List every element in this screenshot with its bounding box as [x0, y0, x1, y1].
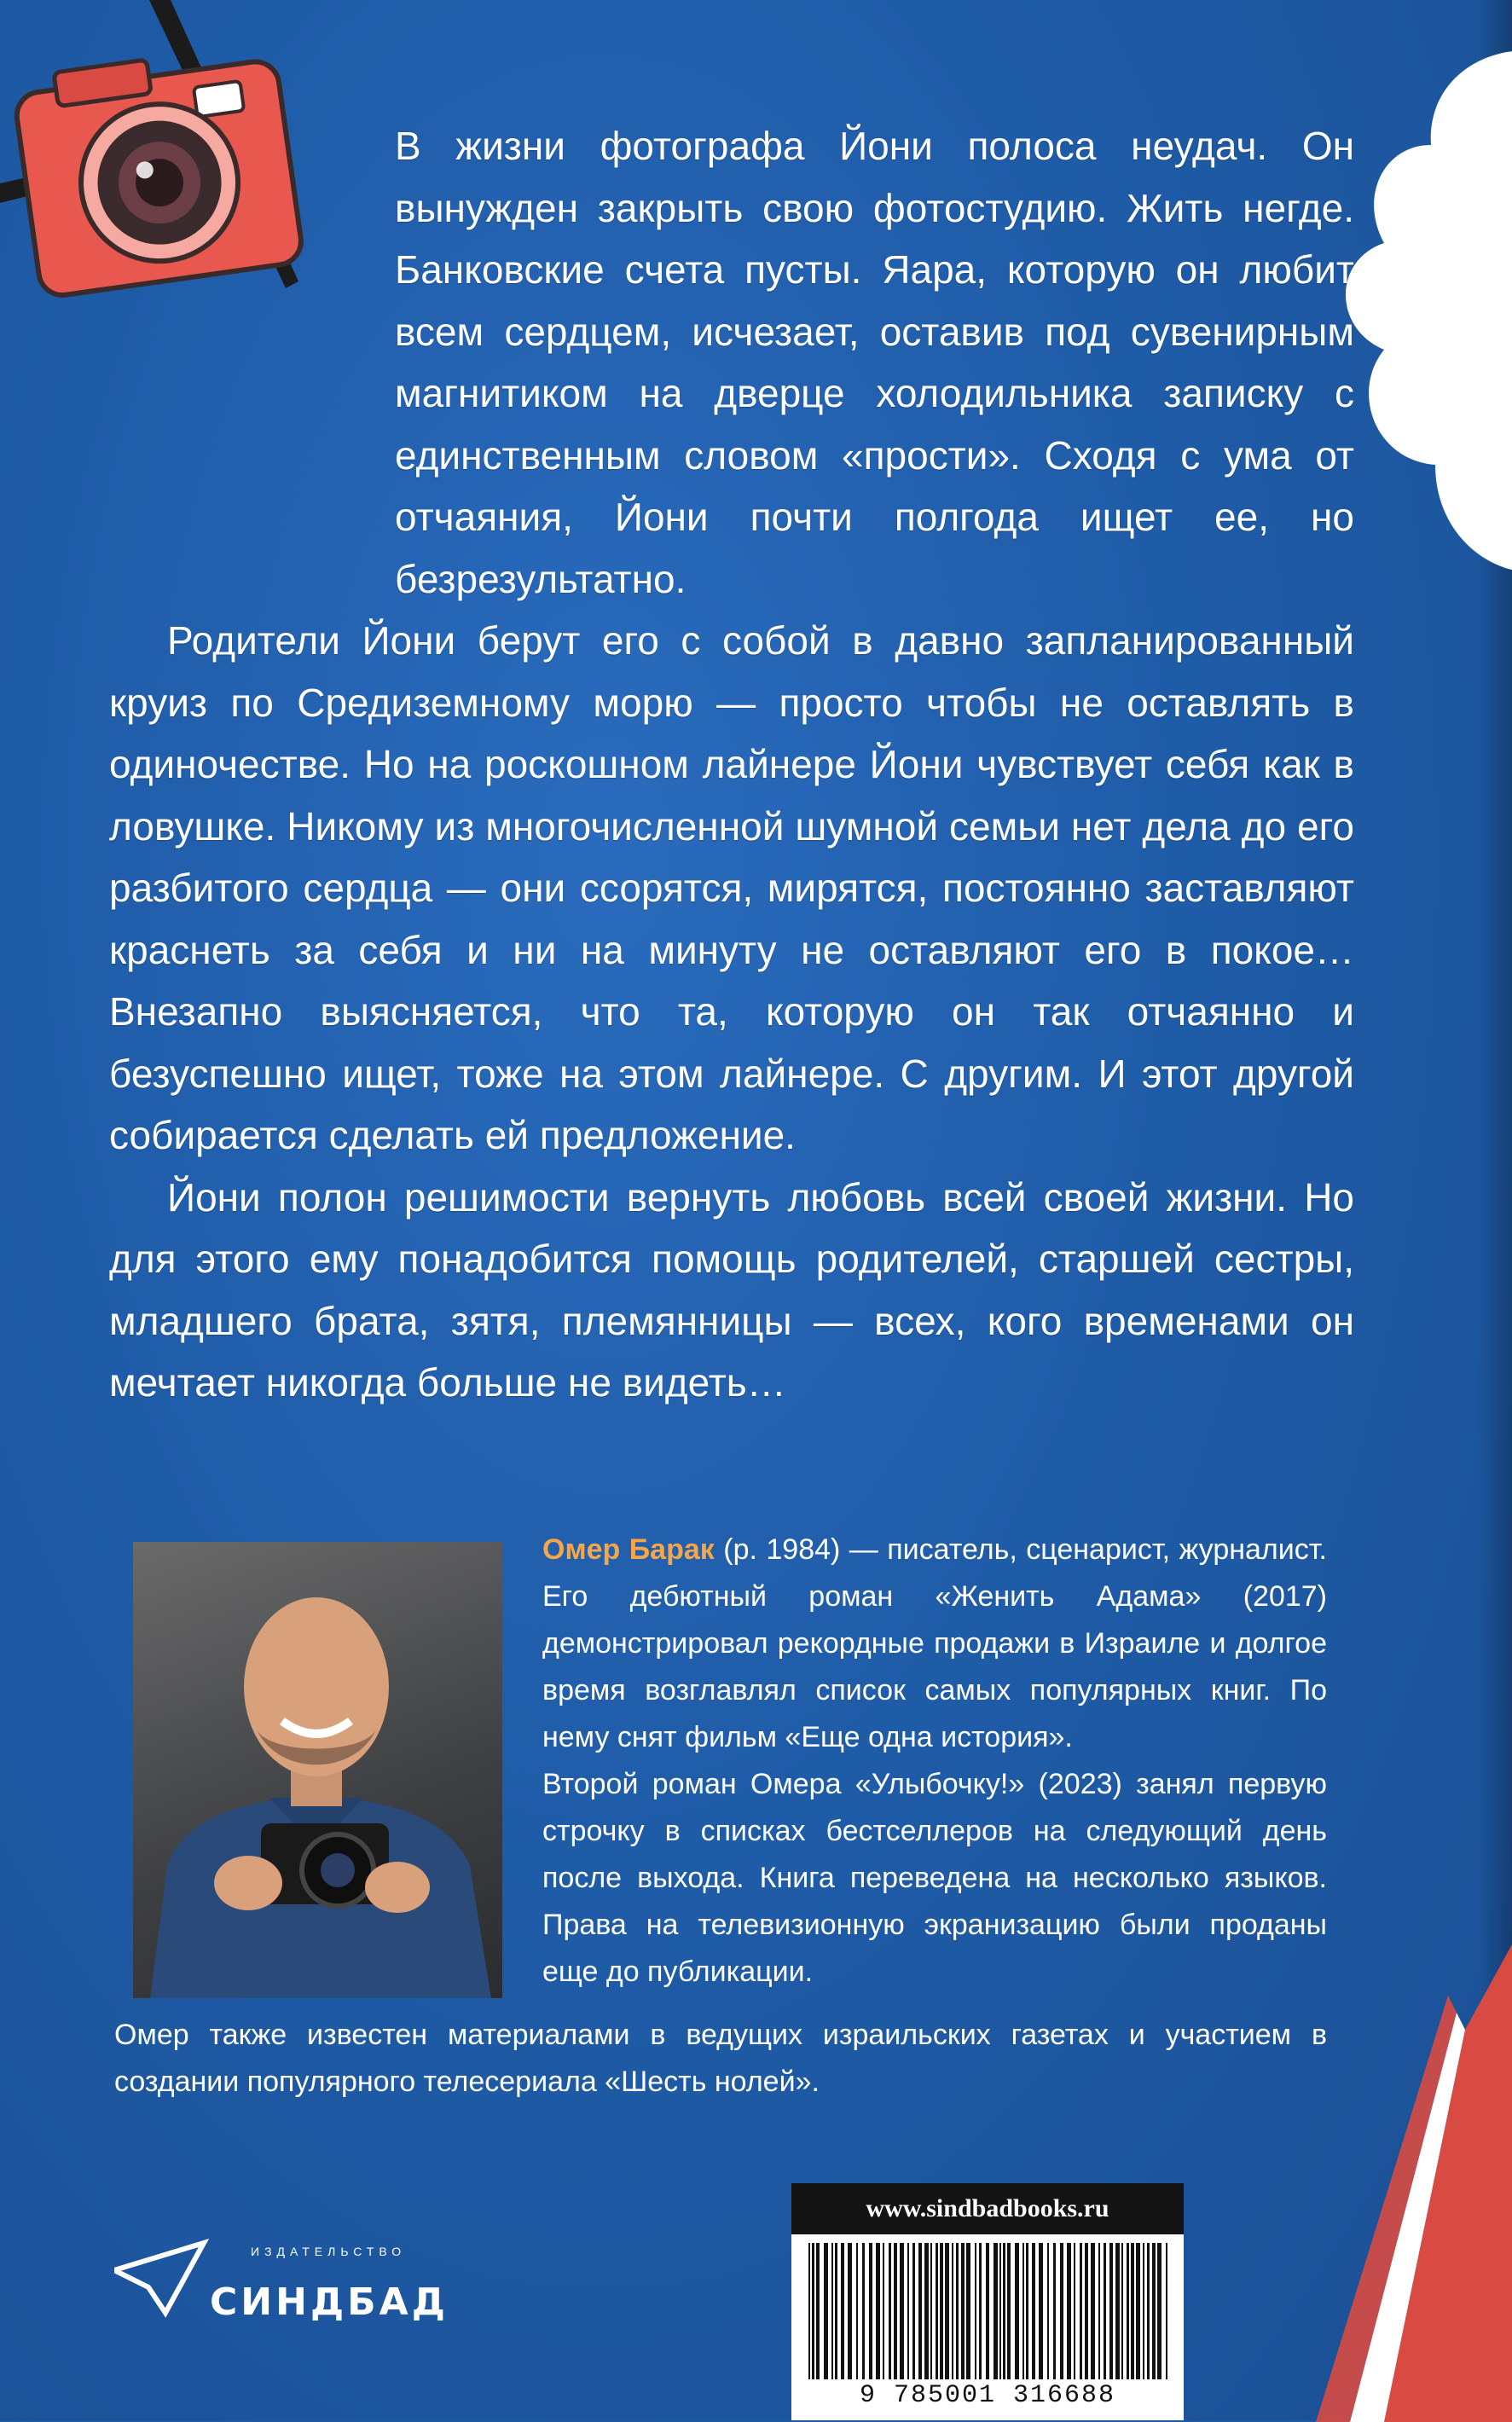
barcode-bar	[1104, 2243, 1106, 2379]
synopsis	[109, 115, 1354, 1414]
barcode-bar	[1091, 2243, 1095, 2379]
barcode-bar	[986, 2243, 989, 2379]
barcode-bar	[940, 2243, 943, 2379]
barcode-bar	[1003, 2243, 1005, 2379]
barcode-bar	[812, 2243, 814, 2379]
barcode-block	[791, 2183, 1184, 2420]
barcode-bar	[900, 2243, 904, 2379]
barcode-bar	[1067, 2243, 1071, 2379]
author-bio	[542, 1527, 1327, 1996]
barcode-bar	[1157, 2243, 1162, 2379]
author-name: Омер Барак	[542, 1533, 715, 1566]
isbn-number: 9 785001 316688	[859, 2381, 1116, 2410]
barcode-bar	[883, 2243, 884, 2379]
barcode-bar	[889, 2243, 891, 2379]
author-bio-paragraph: Второй роман Омера «Улыбочку!» (2023) занял первую строчку в списках бестселлеров на следующий день после выхода. Книга переведена на несколько языков. Права на телевизионную экранизацию были проданы еще до публикации.	[542, 1768, 1327, 1988]
barcode-bar	[945, 2243, 949, 2379]
barcode-bar	[1047, 2243, 1049, 2379]
barcode-bar	[975, 2243, 976, 2379]
author-bio-paragraph: Омер также известен материалами в ведущих израильских газетах и участием в создании популярного телесериала «Шесть нолей».	[114, 2019, 1327, 2098]
author-bio-text: (р. 1984) — писатель, сценарист, журналист. Его дебютный роман «Женить Адама» (2017) демонстрировал рекордные продажи в Израиле и долгое время возглавлял список самых популярных книг. По нему снят фильм «Еще одна история».	[542, 1533, 1327, 1753]
barcode-bar	[936, 2243, 938, 2379]
barcode-bar	[1022, 2243, 1024, 2379]
barcode-bar	[907, 2243, 909, 2379]
barcode-bar	[856, 2243, 858, 2379]
barcode-bar	[1080, 2243, 1082, 2379]
barcode-bar	[994, 2243, 998, 2379]
publisher-logo	[114, 2236, 464, 2324]
barcode-bar	[1131, 2243, 1134, 2379]
barcode	[791, 2236, 1184, 2381]
barcode-bar	[1143, 2243, 1144, 2379]
barcode-bar	[966, 2243, 970, 2379]
barcode-bar	[1127, 2243, 1129, 2379]
barcode-bar	[979, 2243, 982, 2379]
barcode-bar	[952, 2243, 953, 2379]
barcode-bar	[1115, 2243, 1120, 2379]
barcode-bar	[1053, 2243, 1056, 2379]
barcode-bar	[831, 2243, 833, 2379]
barcode-bar	[1039, 2243, 1043, 2379]
barcode-bar	[1015, 2243, 1019, 2379]
barcode-bar	[1026, 2243, 1028, 2379]
barcode-bar	[1098, 2243, 1100, 2379]
author-bio-tail	[114, 2012, 1327, 2106]
barcode-bar	[808, 2243, 810, 2379]
barcode-bar	[824, 2243, 828, 2379]
publisher-name: СИНДБАД	[210, 2280, 449, 2324]
barcode-bar	[918, 2243, 922, 2379]
barcode-bar	[912, 2243, 915, 2379]
barcode-bar	[835, 2243, 837, 2379]
barcode-bar	[1136, 2243, 1140, 2379]
barcode-bar	[999, 2243, 1001, 2379]
publisher-subtitle: ИЗДАТЕЛЬСТВО	[251, 2245, 407, 2258]
barcode-bar	[930, 2243, 932, 2379]
barcode-bar	[1166, 2243, 1167, 2379]
barcode-bar	[1109, 2243, 1113, 2379]
author-photo	[133, 1542, 502, 1998]
barcode-bar	[894, 2243, 897, 2379]
publisher-url: www.sindbadbooks.ru	[791, 2183, 1184, 2234]
barcode-bar	[924, 2243, 929, 2379]
barcode-bar	[1074, 2243, 1075, 2379]
barcode-bar	[1121, 2243, 1123, 2379]
barcode-bar	[848, 2243, 852, 2379]
synopsis-paragraph: В жизни фотографа Йони полоса неудач. Он вынужден закрыть свою фотостудию. Жить негде. Банковские счета пусты. Яара, которую он любит всем сердцем, исчезает, оставив под сувенирным магнитиком на дверце холодильника записку с единственным словом «прости». Сходя с ума от отчаяния, Йони почти полгода ищет ее, но безрезультатно.	[395, 124, 1354, 601]
barcode-bar	[869, 2243, 872, 2379]
barcode-bar	[876, 2243, 880, 2379]
barcode-bar	[1060, 2243, 1063, 2379]
barcode-bar	[816, 2243, 820, 2379]
barcode-bar	[1147, 2243, 1150, 2379]
barcode-bar	[862, 2243, 865, 2379]
barcode-bar	[1007, 2243, 1011, 2379]
synopsis-paragraph: Родители Йони берут его с собой в давно запланированный круиз по Средиземному морю — просто чтобы не оставлять в одиночестве. Но на роскошном лайнере Йони чувствует себя как в ловушке. Никому из многочисленной шумной семьи нет дела до его разбитого сердца — они ссорятся, мирятся, постоянно заставляют краснеть за себя и ни на минуту не оставляют его в покое… Внезапно выясняется, что та, которую он так отчаянно и безуспешно ищет, тоже на этом лайнере. С другим. И этот другой собирается сделать ей предложение.	[109, 618, 1354, 1157]
author-bio-paragraph	[542, 1527, 1327, 1761]
barcode-bar	[961, 2243, 965, 2379]
barcode-bar	[1032, 2243, 1035, 2379]
barcode-bar	[841, 2243, 844, 2379]
synopsis-paragraph: Йони полон решимости вернуть любовь всей своей жизни. Но для этого ему понадобится помощь родителей, старшей сестры, младшего брата, зятя, племянницы — всех, кого временами он мечтает никогда больше не видеть…	[109, 1174, 1354, 1405]
barcode-bar	[956, 2243, 959, 2379]
barcode-bar	[1152, 2243, 1156, 2379]
barcode-bar	[1085, 2243, 1088, 2379]
